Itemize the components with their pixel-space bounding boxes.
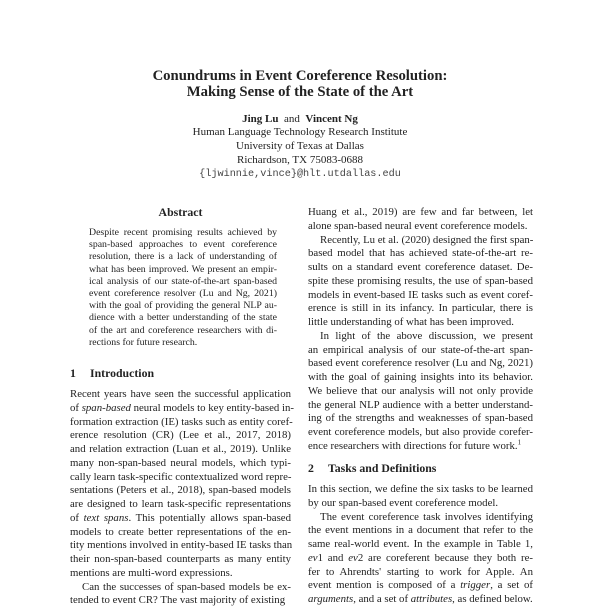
text-line xyxy=(308,483,533,497)
paper-title-line-2: Making Sense of the State of the Art xyxy=(186,84,414,100)
text-line xyxy=(308,579,533,593)
text-line xyxy=(70,581,291,595)
text-line xyxy=(70,416,291,430)
text-segment: , a set of xyxy=(490,579,533,592)
text-line xyxy=(308,357,533,371)
text-line xyxy=(89,251,277,263)
text-segment: alone span-based neural event coreference models. xyxy=(308,219,528,232)
text-line xyxy=(70,484,291,498)
text-line xyxy=(308,524,533,538)
text-segment: and relation extraction (Luan et al., 2019). Unlike xyxy=(70,443,291,456)
text-segment: based model that has achieved state-of-the-art re- xyxy=(308,247,533,260)
text-line xyxy=(89,227,277,239)
text-segment: ing of the strengths and weaknesses of span-based xyxy=(308,412,533,425)
paper-title-line-1: Conundrums in Event Coreference Resolution: xyxy=(152,68,448,84)
text-line xyxy=(89,264,277,276)
author-name: Jing Lu xyxy=(242,113,279,125)
email: {ljwinnie,vince}@hlt.utdallas.edu xyxy=(199,169,401,180)
abstract-heading: Abstract xyxy=(158,205,203,219)
text-segment: erence resolution (CR) (Lee et al., 2017, 2018) xyxy=(70,429,291,442)
text-segment: of the art and coreference researchers with di- xyxy=(89,324,277,336)
text-line xyxy=(89,239,277,251)
text-line xyxy=(70,388,291,402)
text-segment: event coreference models, but also provide corefer- xyxy=(308,426,533,439)
section-1-heading xyxy=(70,366,154,380)
footnote-marker: 1 xyxy=(517,438,522,447)
text-segment: In this section, we define the six tasks to be learned xyxy=(308,483,533,495)
text-line xyxy=(308,206,533,220)
text-line xyxy=(308,247,533,261)
text-segment: based event coreference resolver (Lu and Ng, 2021) xyxy=(308,357,533,370)
address: Richardson, TX 75083-0688 xyxy=(237,154,363,166)
text-line xyxy=(308,220,533,234)
text-line xyxy=(89,300,277,312)
section-title: Tasks and Definitions xyxy=(328,461,437,475)
text-segment: what has been improved. We present an empir- xyxy=(89,263,277,275)
text-line xyxy=(70,471,291,485)
text-line xyxy=(308,552,533,566)
text-segment: sentations (Peters et al., 2018), span-based models xyxy=(70,484,291,497)
text-segment: tended to event CR? The vast majority of existing xyxy=(70,594,286,607)
text-line xyxy=(89,276,277,288)
text-segment: trigger xyxy=(460,579,491,592)
text-segment: text spans xyxy=(83,511,129,524)
text-line xyxy=(308,302,533,316)
text-segment: Can the successes of span-based models be ex- xyxy=(82,580,291,593)
text-line xyxy=(89,325,277,337)
author-conjunction: and xyxy=(284,113,300,125)
text-line xyxy=(308,497,533,511)
text-segment: , as defined below. xyxy=(452,593,533,606)
text-segment: . This potentially allows span-based xyxy=(128,511,291,524)
text-line xyxy=(308,330,533,344)
text-segment: the event mentions in a document that refer to the xyxy=(308,524,533,537)
text-line xyxy=(70,401,294,416)
section-2-heading xyxy=(308,461,436,475)
text-segment: ev xyxy=(348,551,358,564)
text-segment: event coreference resolver (Lu and Ng, 2021) xyxy=(89,287,277,299)
text-segment: the general NLP audience with a better understand- xyxy=(308,398,533,411)
text-line xyxy=(70,594,291,608)
text-line xyxy=(308,511,533,525)
text-segment: ical analysis of our state-of-the-art span-based xyxy=(89,275,277,287)
text-segment: The event coreference task involves identifying xyxy=(320,510,533,523)
text-segment: event mention is composed of a xyxy=(308,579,461,592)
text-segment: same real-world event. In the example in Table 1, xyxy=(308,538,533,551)
section-title: Introduction xyxy=(90,366,155,380)
text-segment: Huang et al., 2019) are few and far between, let xyxy=(308,206,533,218)
text-segment: In light of the above discussion, we present xyxy=(320,329,533,342)
text-line xyxy=(308,289,533,303)
text-segment: ev xyxy=(308,551,318,564)
text-segment: Despite recent promising results achieved by xyxy=(89,227,277,238)
text-segment: formation extraction (IE) tasks such as entity coref- xyxy=(70,415,293,428)
text-segment: resolution, there is a lack of understanding of xyxy=(89,251,277,263)
text-segment: spite these promising results, the use of span-based xyxy=(308,274,533,287)
text-segment: tity mentions involved in entity-based IE tasks than xyxy=(70,539,293,552)
text-line xyxy=(308,371,533,385)
text-line xyxy=(70,498,291,512)
section-number: 1 xyxy=(70,366,76,380)
text-segment: sults on a standard event coreference dataset. De- xyxy=(308,261,533,274)
text-line xyxy=(70,526,291,540)
text-segment: span-based xyxy=(81,401,131,414)
text-segment: an empirical analysis of our state-of-the-art span- xyxy=(308,343,533,356)
text-line xyxy=(70,443,291,457)
text-segment: ence researchers with directions for future work. xyxy=(308,440,518,453)
text-segment: mentions are multi-word expressions. xyxy=(70,566,233,579)
text-line xyxy=(308,538,533,552)
text-line xyxy=(308,316,533,330)
text-line xyxy=(89,337,277,349)
text-segment: 1 and xyxy=(317,551,349,564)
text-line xyxy=(89,312,277,324)
right-column-body xyxy=(308,206,533,454)
text-segment: arguments xyxy=(308,593,354,606)
section-1-body xyxy=(70,388,294,608)
text-segment: Recently, Lu et al. (2020) designed the first span- xyxy=(320,233,534,246)
text-segment: dience with a better understanding of the state xyxy=(89,312,277,324)
section-2-body xyxy=(308,483,533,607)
text-line xyxy=(70,429,291,443)
text-segment: with the goal of gaining insights into its behavior. xyxy=(308,371,533,384)
abstract-body xyxy=(89,227,277,349)
author-name: Vincent Ng xyxy=(305,113,358,125)
text-line xyxy=(70,539,291,553)
text-line xyxy=(308,385,533,399)
section-number: 2 xyxy=(308,461,314,475)
text-line xyxy=(308,566,533,580)
text-line xyxy=(70,553,291,567)
text-segment: with the goal of providing the general NLP au- xyxy=(89,300,277,312)
text-segment: rections for future research. xyxy=(89,336,198,348)
text-segment: of xyxy=(70,401,82,414)
text-line xyxy=(70,567,291,581)
text-segment: span-based approaches to event coreference xyxy=(89,239,277,251)
text-segment: of xyxy=(70,511,84,524)
text-line xyxy=(308,344,533,358)
text-segment: , and a set of xyxy=(353,593,411,606)
text-line xyxy=(308,593,533,607)
text-line xyxy=(308,412,533,426)
affiliation: Human Language Technology Research Institute xyxy=(192,126,408,138)
text-line xyxy=(308,275,533,289)
text-segment: models in event-based IE tasks such as event coref- xyxy=(308,288,533,301)
text-line xyxy=(89,288,277,300)
text-segment: attributes xyxy=(410,593,453,606)
text-segment: erence is still in its infancy. In particular, there is xyxy=(308,302,533,315)
text-line xyxy=(308,261,533,275)
text-segment: fer to Ahrendts' starting to work for Apple. An xyxy=(308,565,533,578)
text-segment: their non-span-based counterparts as many entity xyxy=(70,553,291,566)
text-segment: many non-span-based neural models, which typi- xyxy=(70,456,291,469)
text-segment: models to create better representations of the en- xyxy=(70,525,291,538)
text-segment: are designed to learn task-specific representations xyxy=(70,498,291,511)
text-line xyxy=(308,399,533,413)
text-segment: little understanding of what has been improved. xyxy=(308,316,514,329)
text-segment: cally learn task-specific contextualized word repre- xyxy=(70,470,292,483)
text-segment: by our span-based event coreference model. xyxy=(308,496,499,509)
text-segment: We believe that our analysis will not only provide xyxy=(308,384,533,397)
text-line xyxy=(70,512,291,526)
text-line xyxy=(70,457,291,471)
text-line xyxy=(308,426,533,440)
university: University of Texas at Dallas xyxy=(236,140,364,152)
author-line xyxy=(0,112,600,126)
text-line xyxy=(308,234,533,248)
text-segment: 2 are coreferent because they both re- xyxy=(357,551,533,564)
text-line xyxy=(308,440,533,454)
text-segment: neural models to key entity-based in- xyxy=(130,401,294,414)
text-segment: Recent years have seen the successful application xyxy=(70,388,291,400)
